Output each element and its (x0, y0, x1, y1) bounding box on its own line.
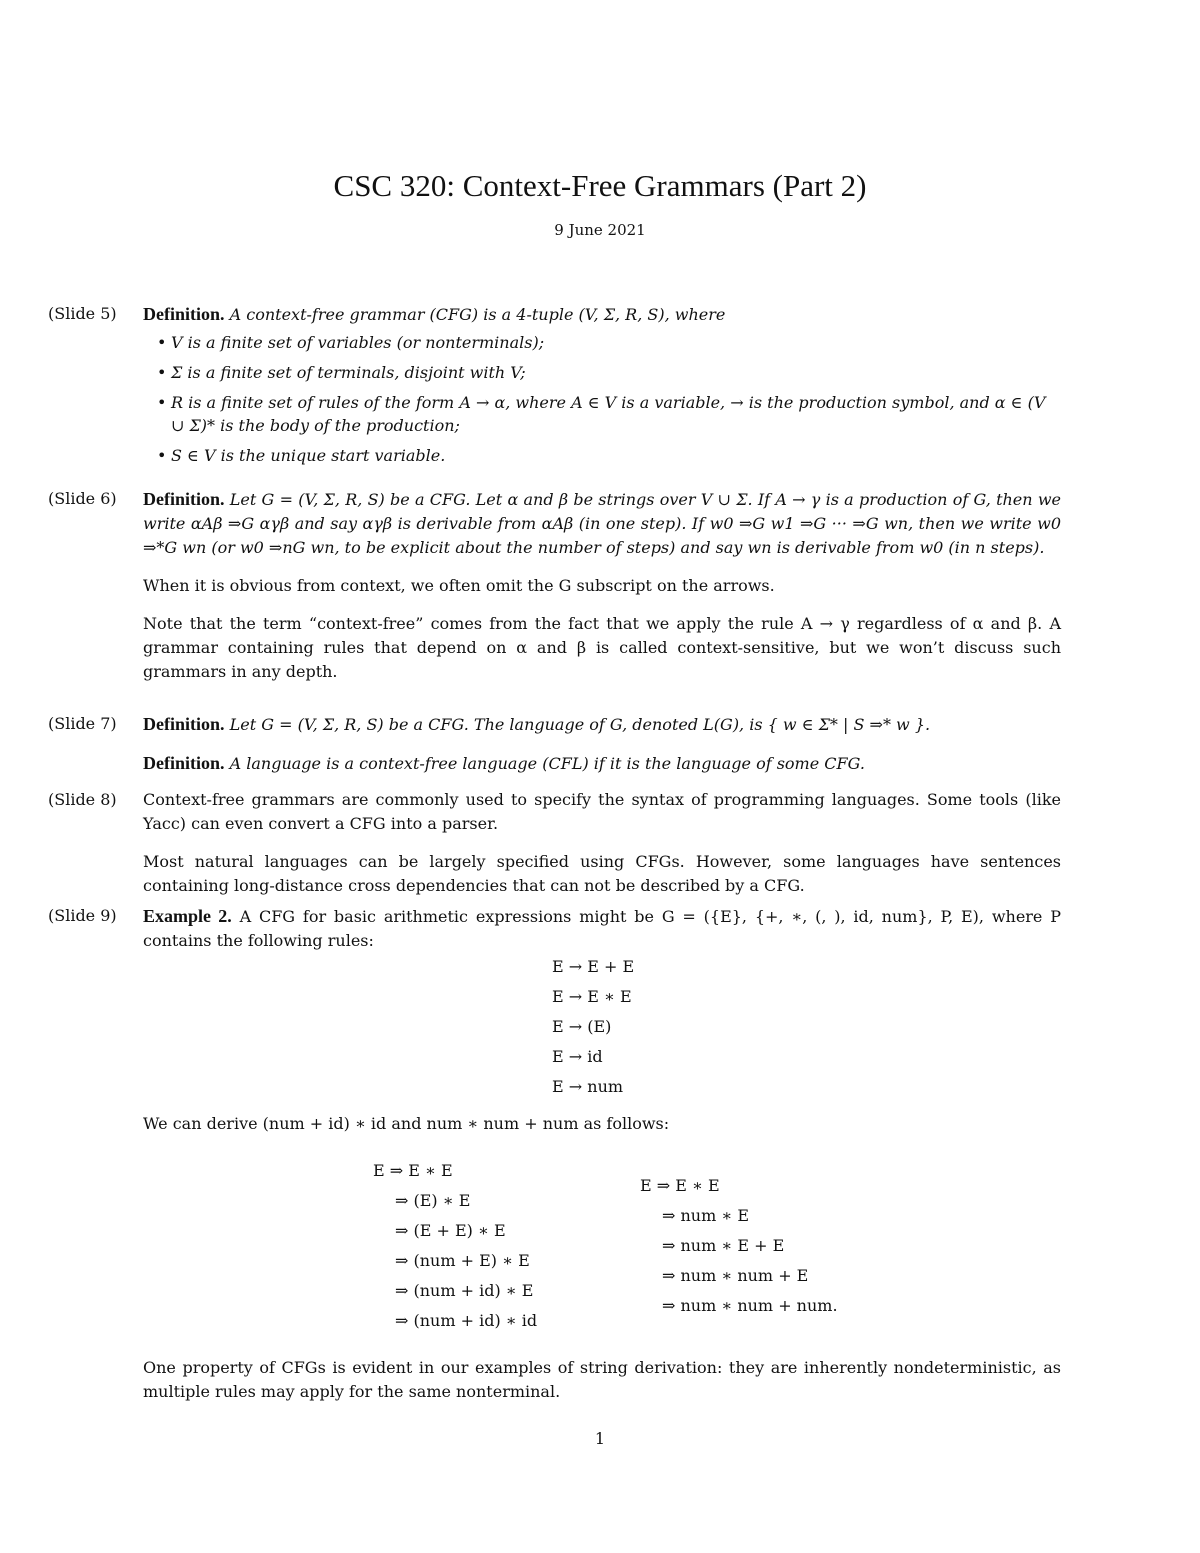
slide-label-5: (Slide 5) (48, 304, 117, 323)
section-slide-8 (143, 788, 1061, 912)
grammar-rule: E → num (552, 1077, 624, 1096)
slide-label-7: (Slide 7) (48, 714, 117, 733)
grammar-rules (552, 952, 634, 1102)
document-date: 9 June 2021 (554, 221, 646, 239)
definition-text: A context-free grammar (CFG) is a 4-tuple (V, Σ, R, S), where (229, 305, 726, 324)
bullet-icon: • (157, 393, 167, 412)
derive-intro: We can derive (num + id) ∗ id and num ∗ num + num as follows: (143, 1114, 670, 1133)
grammar-rule: E → E + E (552, 957, 635, 976)
definition-heading: Definition. (143, 304, 225, 324)
definition-heading: Definition. (143, 753, 225, 773)
example-text: A CFG for basic arithmetic expressions might be G = ({E}, {+, ∗, (, ), id, num}, P, E), where P contains the following rules: (143, 907, 1061, 950)
page-title: CSC 320: Context-Free Grammars (Part 2) (333, 168, 867, 203)
definition-list (143, 331, 1061, 467)
page-number: 1 (594, 1429, 606, 1448)
list-item: • Σ is a finite set of terminals, disjoint with V; (157, 363, 526, 382)
derivation-right (640, 1171, 838, 1321)
bullet-icon: • (157, 363, 167, 382)
derivation-step: E ⇒ E ∗ E (373, 1161, 453, 1180)
definition-heading: Definition. (143, 714, 225, 734)
derivation-step: ⇒ num ∗ E + E (662, 1236, 785, 1255)
grammar-rule: E → E ∗ E (552, 987, 632, 1006)
bullet-icon: • (157, 446, 167, 465)
paragraph: Context-free grammars are commonly used to specify the syntax of programming languages. Some tools (like Yacc) can even convert a CFG into a parser. (143, 790, 1061, 833)
list-item: • V is a finite set of variables (or nonterminals); (157, 333, 545, 352)
definition-text: Let G = (V, Σ, R, S) be a CFG. The language of G, denoted L(G), is { w ∈ Σ* | S ⇒* w }. (229, 715, 931, 734)
example-heading: Example 2. (143, 906, 232, 926)
definition-text: Let G = (V, Σ, R, S) be a CFG. Let α and β be strings over V ∪ Σ. If A → γ is a production of G, then we write αAβ ⇒G αγβ and say αγβ is derivable from αAβ (in one step). If w0 ⇒G w1 ⇒G ··· ⇒G wn, then we write w0 ⇒*G wn (or w0 ⇒nG wn, to be explicit about the number of steps) and say wn is derivable from w0 (in n steps). (143, 490, 1061, 557)
paragraph: When it is obvious from context, we often omit the G subscript on the arrows. (143, 576, 775, 595)
derivation-step: ⇒ num ∗ num + E (662, 1266, 809, 1285)
bullet-icon: • (157, 333, 167, 352)
derivation-step: ⇒ (E + E) ∗ E (395, 1221, 506, 1240)
derivation-left (373, 1156, 537, 1336)
paragraph: Note that the term “context-free” comes from the fact that we apply the rule A → γ regardless of α and β. A grammar containing rules that depend on α and β is called context-sensitive, but we won’t discuss such grammars in any depth. (143, 614, 1061, 681)
derivation-step: ⇒ (num + E) ∗ E (395, 1251, 530, 1270)
paragraph: Most natural languages can be largely specified using CFGs. However, some languages have sentences containing long-distance cross dependencies that can not be described by a CFG. (143, 852, 1061, 895)
section-slide-5 (143, 302, 1061, 474)
derivation-step: ⇒ num ∗ num + num. (662, 1296, 838, 1315)
derivation-step: E ⇒ E ∗ E (640, 1176, 720, 1195)
slide-label-9: (Slide 9) (48, 906, 117, 925)
section-slide-6 (143, 487, 1061, 698)
definition-text: A language is a context-free language (CFL) if it is the language of some CFG. (229, 754, 865, 773)
derivation-step: ⇒ (num + id) ∗ id (395, 1311, 538, 1330)
section-slide-7 (143, 712, 1061, 790)
definition-heading: Definition. (143, 489, 225, 509)
list-item: • S ∈ V is the unique start variable. (157, 446, 446, 465)
derivation-step: ⇒ num ∗ E (662, 1206, 749, 1225)
slide-label-6: (Slide 6) (48, 489, 117, 508)
closing-paragraph: One property of CFGs is evident in our examples of string derivation: they are inherently nondeterministic, as multiple rules may apply for the same nonterminal. (143, 1358, 1061, 1401)
grammar-rule: E → id (552, 1047, 603, 1066)
derivation-step: ⇒ (num + id) ∗ E (395, 1281, 534, 1300)
derivation-step: ⇒ (E) ∗ E (395, 1191, 471, 1210)
grammar-rule: E → (E) (552, 1017, 612, 1036)
slide-label-8: (Slide 8) (48, 790, 117, 809)
list-item: • R is a finite set of rules of the form A → α, where A ∈ V is a variable, → is the production symbol, and α ∈ (V ∪ Σ)* is the body of the production; (157, 393, 1046, 435)
